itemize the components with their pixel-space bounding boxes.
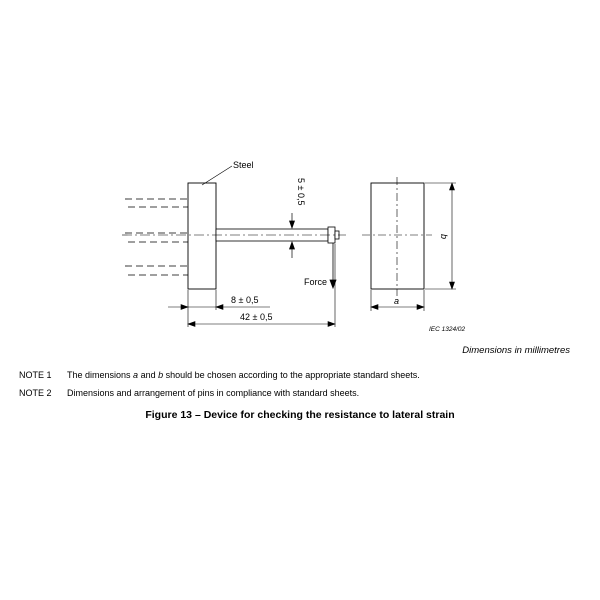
note-1-text-mid: and xyxy=(138,370,159,380)
note-2 xyxy=(19,388,359,398)
steel-block xyxy=(188,183,216,289)
note-1-text-post: should be chosen according to the appropriate standard sheets. xyxy=(163,370,420,380)
dim-42-label: 42 ± 0,5 xyxy=(240,312,273,322)
figure-caption: Figure 13 – Device for checking the resistance to lateral strain xyxy=(145,409,455,421)
note-1-text-pre: The dimensions xyxy=(67,370,134,380)
iec-reference: IEC 1324/02 xyxy=(429,326,466,333)
dim-5-label: 5 ± 0,5 xyxy=(296,178,306,206)
dim-8-label: 8 ± 0,5 xyxy=(231,295,259,305)
steel-leader xyxy=(202,166,232,185)
units-note: Dimensions in millimetres xyxy=(462,345,570,356)
note-1-label: NOTE 1 xyxy=(19,370,52,380)
note-1 xyxy=(19,370,420,380)
note-1-var-a: a xyxy=(133,370,139,380)
note-2-text: Dimensions and arrangement of pins in compliance with standard sheets. xyxy=(67,388,360,398)
note-1-var-b: b xyxy=(158,370,164,380)
steel-label: Steel xyxy=(233,160,254,170)
note-2-label: NOTE 2 xyxy=(19,388,52,398)
force-label: Force xyxy=(304,277,328,287)
dim-a-label: a xyxy=(394,296,400,306)
dim-b-label: b xyxy=(439,234,449,240)
front-view-block xyxy=(371,183,424,289)
